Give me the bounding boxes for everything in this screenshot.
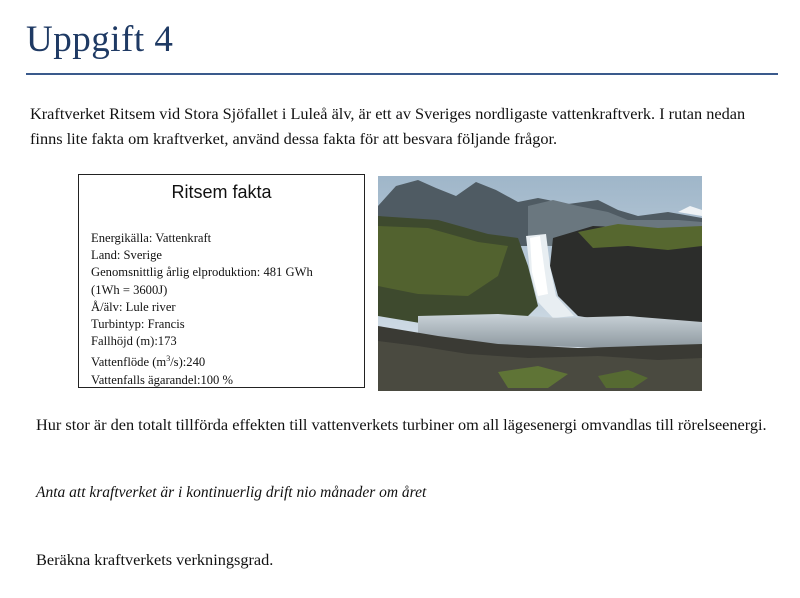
fact-item: Vattenfalls ägarandel:100 % [91, 372, 233, 387]
fact-item: Å/älv: Lule river [91, 299, 176, 314]
fact-item: Land: Sverige [91, 248, 162, 263]
fact-item: Genomsnittlig årlig elproduktion: 481 GWh [91, 265, 313, 280]
waterfall-photo [378, 176, 702, 391]
fact-box-title: Ritsem fakta [171, 182, 272, 202]
question-effect: Hur stor är den totalt tillförda effekten till vattenverkets turbiner om all lägesenergi omvandlas till rörelseenergi. [36, 415, 767, 434]
fact-item-flow [91, 350, 313, 371]
waterfall-illustration [378, 176, 702, 391]
fact-item: Fallhöjd (m):173 [91, 334, 177, 349]
flow-prefix: Vattenflöde (m [91, 355, 167, 370]
title-divider [26, 73, 778, 75]
fact-box [78, 174, 365, 388]
assumption-text: Anta att kraftverket är i kontinuerlig drift nio månader om året [36, 484, 427, 501]
flow-suffix: /s):240 [170, 355, 206, 370]
intro-paragraph: Kraftverket Ritsem vid Stora Sjöfallet i Luleå älv, är ett av Sveriges nordligaste vattenkraftverk. I rutan nedan finns lite fakta om kraftverket, använd dessa fakta för att besvara följande frågor. [30, 104, 746, 148]
question-efficiency: Beräkna kraftverkets verkningsgrad. [36, 550, 274, 569]
page-title: Uppgift 4 [26, 19, 174, 60]
fact-item: (1Wh = 3600J) [91, 282, 168, 297]
flow-exponent: 3 [166, 354, 171, 364]
fact-item: Energikälla: Vattenkraft [91, 231, 212, 245]
fact-list [91, 230, 313, 389]
fact-item: Turbintyp: Francis [91, 317, 185, 332]
